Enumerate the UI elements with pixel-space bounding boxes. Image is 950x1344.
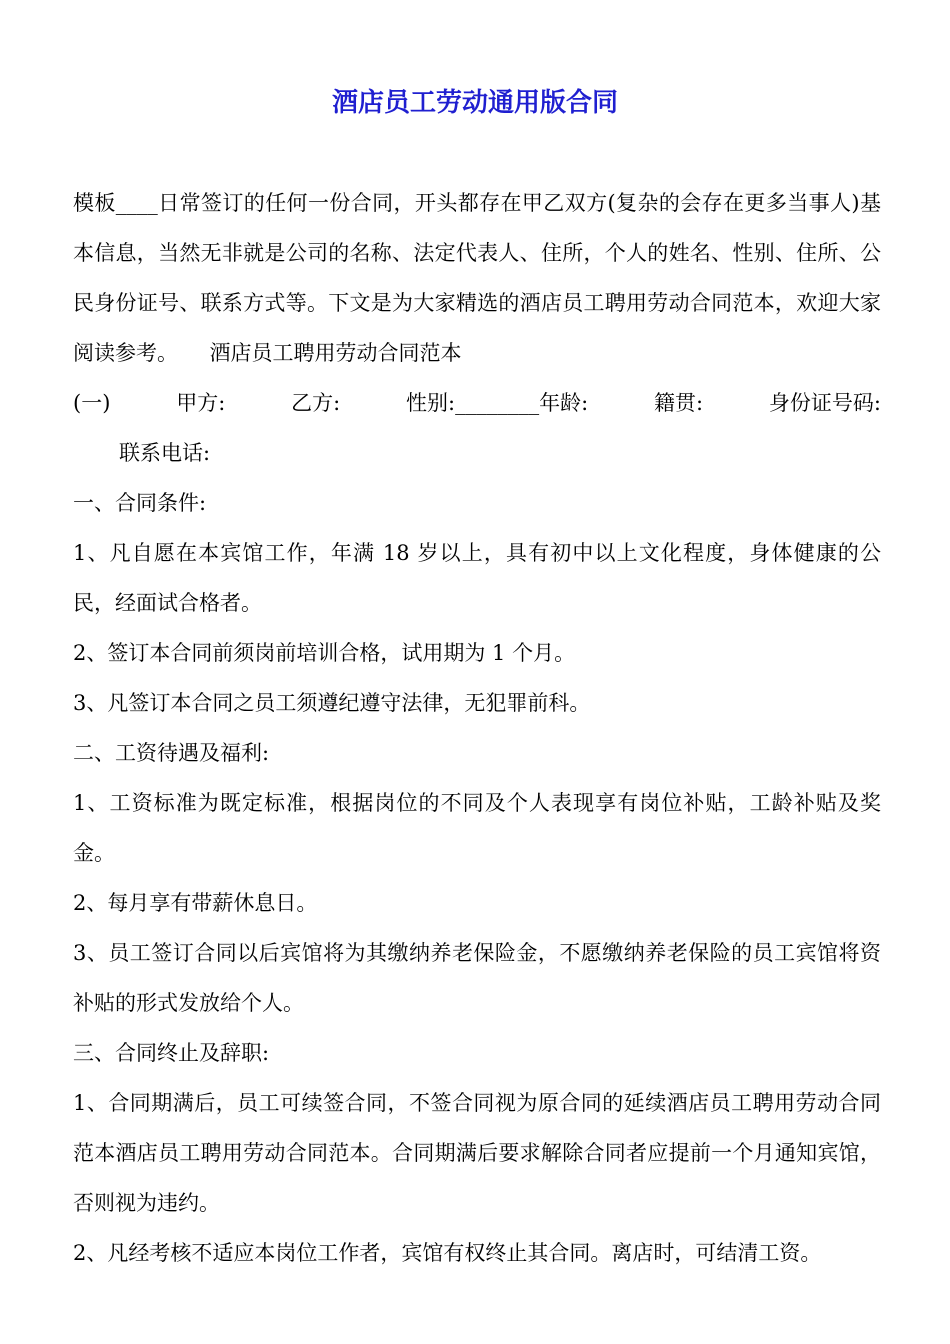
clause-item: 1、凡自愿在本宾馆工作，年满 18 岁以上，具有初中以上文化程度，身体健康的公民，经面试合格者。 [73, 541, 881, 615]
clause-item: 1、工资标准为既定标准，根据岗位的不同及个人表现享有岗位补贴，工龄补贴及奖金。 [73, 791, 881, 865]
clause-item: 1、合同期满后，员工可续签合同，不签合同视为原合同的延续酒店员工聘用劳动合同范本酒店员工聘用劳动合同范本。合同期满后要求解除合同者应提前一个月通知宾馆，否则视为违约。 [73, 1091, 881, 1215]
clause-item: 3、员工签订合同以后宾馆将为其缴纳养老保险金，不愿缴纳养老保险的员工宾馆将资补贴的形式发放给个人。 [73, 941, 881, 1015]
clause-item: 2、凡经考核不适应本岗位工作者，宾馆有权终止其合同。离店时，可结清工资。 [73, 1241, 822, 1265]
section-heading: 一、合同条件: [73, 491, 207, 515]
clause-item: 2、签订本合同前须岗前培训合格，试用期为 1 个月。 [73, 641, 576, 665]
section-heading: 三、合同终止及辞职: [73, 1041, 270, 1065]
party-b-label: 乙方: [291, 391, 341, 415]
party-info-line [73, 378, 881, 428]
id-number-label: 身份证号码: [768, 391, 881, 415]
clause-item: 2、每月享有带薪休息日。 [73, 891, 318, 915]
native-place-label: 籍贯: [654, 391, 704, 415]
gender-age-label: 性别:________年龄: [406, 391, 589, 415]
party-a-label: 甲方: [176, 391, 226, 415]
phone-label: 联系电话: [119, 441, 211, 465]
intro-paragraph: 模板____日常签订的任何一份合同，开头都存在甲乙双方(复杂的会存在更多当事人)基本信息，当然无非就是公司的名称、法定代表人、住所，个人的姓名、性别、住所、公民身份证号、联系方式等。下文是为大家精选的酒店员工聘用劳动合同范本，欢迎大家阅读参考。 酒店员工聘用劳动合同范本 [73, 191, 881, 365]
section-heading: 二、工资待遇及福利: [73, 741, 270, 765]
section-marker: (一) [73, 391, 111, 415]
document-body [73, 178, 881, 1278]
document-title: 酒店员工劳动通用版合同 [331, 88, 618, 118]
clause-item: 3、凡签订本合同之员工须遵纪遵守法律，无犯罪前科。 [73, 691, 591, 715]
